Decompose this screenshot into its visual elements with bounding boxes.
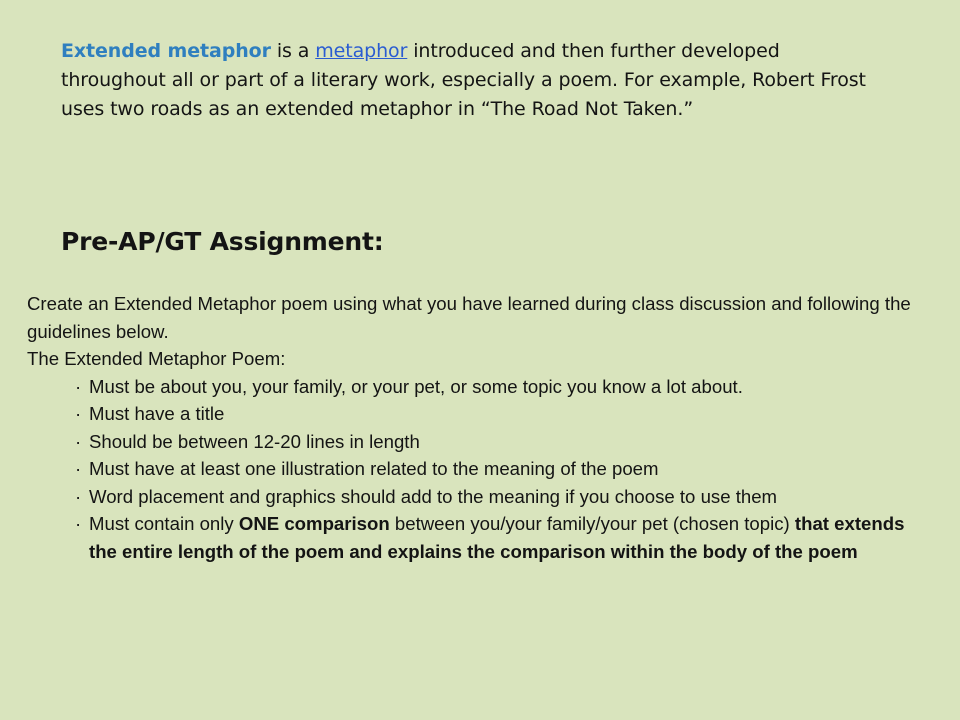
guideline-item <box>75 428 937 456</box>
guideline-bold-extends: that extends the entire length of the poem and explains the comparison within the body of the poem <box>89 513 905 562</box>
assignment-heading: Pre-AP/GT Assignment: <box>61 227 384 256</box>
guideline-item <box>75 400 937 428</box>
bullet-dot-icon: · <box>75 458 82 479</box>
poem-subheading: The Extended Metaphor Poem: <box>27 348 286 369</box>
bullet-dot-icon: · <box>75 375 82 397</box>
guideline-text-part2: between you/your family/your pet (chosen topic) <box>394 513 790 534</box>
guideline-text: Should be between 12-20 lines in length <box>89 430 420 452</box>
bullet-dot-icon: · <box>75 403 82 424</box>
assignment-intro: Create an Extended Metaphor poem using what you have learned during class discussion and following the guidelines below. <box>27 293 911 342</box>
guidelines-list <box>27 373 937 566</box>
guideline-item <box>75 483 937 511</box>
definition-text-after-link: introduced and then further developed throughout all or part of a literary work, especially a poem. For example, Robert Frost uses two roads as an extended metaphor in “The Road Not Taken.” <box>61 40 866 120</box>
guideline-bold-one-comparison: ONE comparison <box>238 513 390 534</box>
metaphor-link[interactable]: metaphor <box>315 40 408 62</box>
guideline-item <box>75 373 937 401</box>
definition-paragraph <box>61 37 881 124</box>
assignment-body <box>27 290 937 565</box>
bullet-dot-icon: · <box>75 485 82 507</box>
bullet-dot-icon: · <box>75 513 82 534</box>
guideline-text: Word placement and graphics should add to the meaning if you choose to use them <box>89 485 778 507</box>
guideline-item-comparison <box>75 510 937 565</box>
guideline-text: Must have at least one illustration related to the meaning of the poem <box>89 458 659 479</box>
definition-term: Extended metaphor <box>61 40 271 62</box>
guideline-item <box>75 455 937 483</box>
bullet-dot-icon: · <box>75 430 82 452</box>
guideline-text: Must be about you, your family, or your pet, or some topic you know a lot about. <box>89 375 743 397</box>
definition-text-before-link: is a <box>276 40 310 62</box>
guideline-text: Must have a title <box>89 403 225 424</box>
guideline-text-part1: Must contain only <box>89 513 234 534</box>
